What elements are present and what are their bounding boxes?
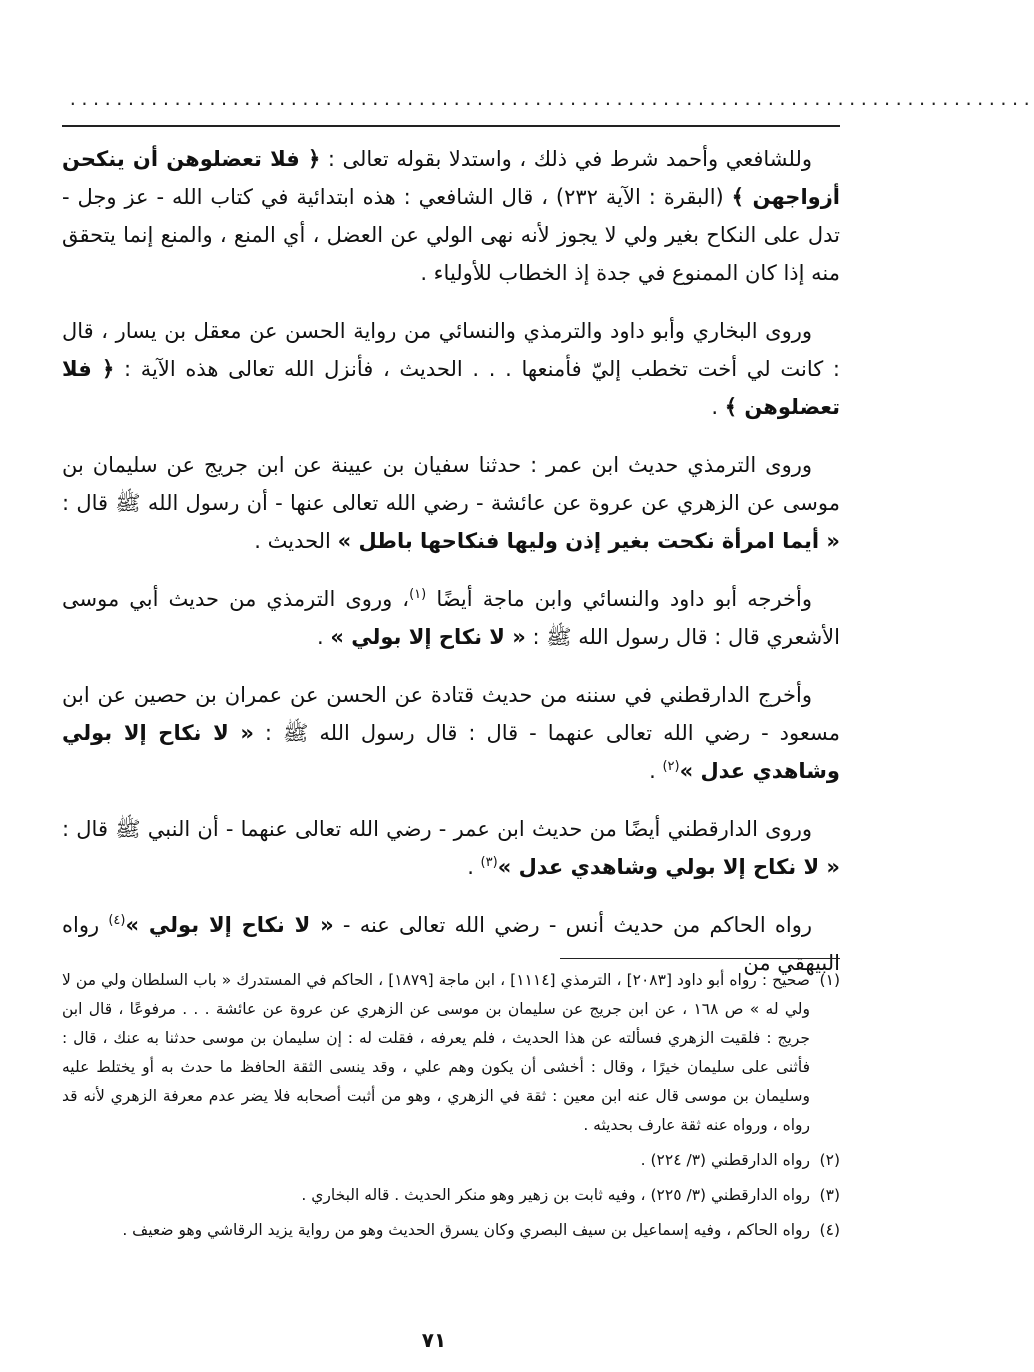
header-rule <box>62 125 840 127</box>
paragraph-text: الحديث . <box>254 529 338 553</box>
paragraph-text: (البقرة : الآية ٢٣٢) ، قال الشافعي : هذه ابتدائية في كتاب الله - عز وجل - تدل على النكاح بغير ولي لا يجوز لأنه نهى الولي عن العضل ، أي المنع ، والمنع إنما يتحقق منه إذا كان الممنوع في جدة إذ الخطاب للأولياء . <box>62 185 840 285</box>
footnote-1 <box>62 966 840 1140</box>
paragraph-text: . <box>467 855 481 879</box>
footnote-2 <box>62 1146 840 1175</box>
paragraph-bukhari <box>62 312 840 426</box>
footnote-separator <box>560 958 840 959</box>
paragraph-text: وأخرجه أبو داود والنسائي وابن ماجة أيضًا <box>426 587 812 611</box>
hadith-quote: « لا نكاح إلا بولي وشاهدي عدل » <box>62 721 840 783</box>
main-text <box>62 140 840 1002</box>
header-dotted-line: ................................................................................... <box>68 90 1034 109</box>
paragraph-text: رواه الحاكم من حديث أنس - رضي الله تعالى عنه - <box>333 913 812 937</box>
paragraph-shafii <box>62 140 840 292</box>
paragraph-tirmidhi <box>62 446 840 560</box>
hadith-quote: « لا نكاح إلا بولي وشاهدي عدل » <box>497 855 840 879</box>
paragraph-text: ، وروى الترمذي من حديث أبي موسى الأشعري قال : قال رسول الله ﷺ : <box>62 587 840 649</box>
footnote-ref[interactable]: (٤) <box>108 913 126 928</box>
footnote-3 <box>62 1181 840 1210</box>
footnote-number: (٢) <box>819 1151 840 1169</box>
footnote-4 <box>62 1216 840 1245</box>
footnote-number: (٣) <box>819 1186 840 1204</box>
paragraph-daraqutni-ibn-umar <box>62 810 840 886</box>
paragraph-text: وروى الترمذي حديث ابن عمر : حدثنا سفيان بن عيينة عن ابن جريج عن سليمان بن موسى عن الزهري عن عروة عن عائشة - رضي الله تعالى عنها - أن رسول الله ﷺ قال : <box>62 453 840 515</box>
paragraph-daraqutni <box>62 676 840 790</box>
footnote-text: صحيح : رواه أبو داود [٢٠٨٣] ، الترمذي [١١١٤] ، ابن ماجة [١٨٧٩] ، الحاكم في المستدرك « باب السلطان ولي من لا ولي له » ص ١٦٨ ، عن ابن جريج عن سليمان بن موسى عن الزهري عن عروة عن عائشة . . . مرفوعًا ، قال ابن جريج : فلقيت الزهري فسألته عن هذا الحديث ، فلم يعرفه ، فقلت له : إن سليمان بن موسى حدثنا به عنك ، قال : فأثنى على سليمان خيرًا ، وقال : أخشى أن يكون وهم علي ، وقد ينسى الثقة الحافظ ما حدث به أو يختلط عليه وسليمان بن موسى قال عنه ابن معين : ثقة في الزهري ، وهو من أثبت أصحابه فلا يضر عدم معرفة الزهري لأنه قد رواه ، ورواه عنه ثقة عارف بحديثه . <box>62 971 810 1134</box>
paragraph-text: وأخرج الدارقطني في سننه من حديث قتادة عن الحسن عن عمران بن حصين عن ابن مسعود - رضي الله تعالى عنهما - قال : قال رسول الله ﷺ : <box>62 683 840 745</box>
quran-verse: ﴿ فلا تعضلوهن أن ينكحن أزواجهن ﴾ <box>62 147 840 209</box>
footnote-text: رواه الحاكم ، وفيه إسماعيل بن سيف البصري وكان يسرق الحديث وهو من رواية يزيد الرقاشي وهو ضعيف . <box>122 1221 810 1239</box>
page-number: ٧١ <box>421 1328 447 1352</box>
footnote-text: رواه الدارقطني (٣/ ٢٢٤) . <box>640 1151 810 1169</box>
footnote-ref[interactable]: (٢) <box>662 759 680 774</box>
hadith-quote: « لا نكاح إلا بولي » <box>125 913 334 937</box>
hadith-quote: « لا نكاح إلا بولي » <box>330 625 526 649</box>
paragraph-text: رواه البيهقي من <box>62 913 840 975</box>
footnote-number: (٤) <box>819 1221 840 1239</box>
paragraph-abu-dawud <box>62 580 840 656</box>
paragraph-text: . <box>649 759 663 783</box>
footnote-text: رواه الدارقطني (٣/ ٢٢٥) ، وفيه ثابت بن زهير وهو منكر الحديث . قاله البخاري . <box>301 1186 810 1204</box>
quran-verse: ﴿ فلا تعضلوهن ﴾ <box>62 357 840 419</box>
paragraph-text: وروى البخاري وأبو داود والترمذي والنسائي من رواية الحسن عن معقل بن يسار ، قال : كانت لي أخت تخطب إليّ فأمنعها . . . الحديث ، فأنزل الله تعالى هذه الآية : <box>62 319 840 381</box>
footnote-number: (١) <box>819 971 840 989</box>
paragraph-text: . <box>711 395 725 419</box>
footnotes <box>62 966 840 1251</box>
paragraph-text: وروى الدارقطني أيضًا من حديث ابن عمر - رضي الله تعالى عنهما - أن النبي ﷺ قال : <box>62 817 812 841</box>
footnote-ref[interactable]: (١) <box>409 587 427 602</box>
paragraph-text: وللشافعي وأحمد شرط في ذلك ، واستدلا بقوله تعالى : <box>320 147 812 171</box>
hadith-quote: « أيما امرأة نكحت بغير إذن وليها فنكاحها باطل » <box>337 529 840 553</box>
footnote-ref[interactable]: (٣) <box>480 855 498 870</box>
paragraph-text: . <box>317 625 331 649</box>
